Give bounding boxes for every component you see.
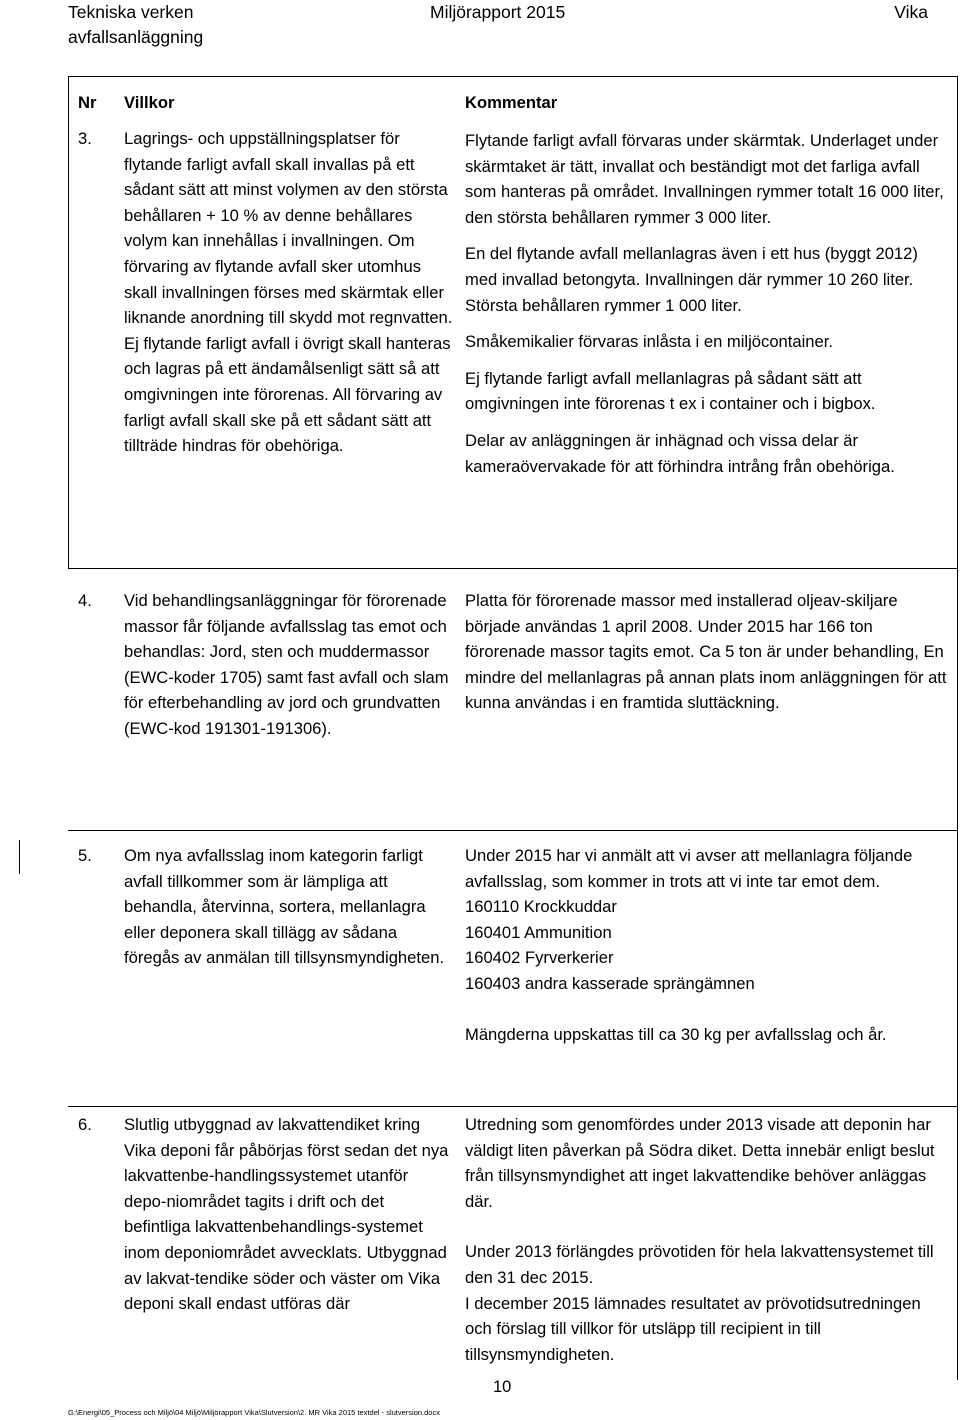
column-header-nr: Nr	[78, 93, 97, 112]
page-number: 10	[493, 1378, 512, 1396]
condition-text: Slutlig utbyggnad av lakvattendiket kring Vika deponi får påbörjas först sedan det nya lakvattenbe-handlingssystemet utanför depo-niområdet tagits i drift och det befintliga lakvattenbehandlings-systemet inom deponiområdet avvecklats. Utbyggnad av lakvat-tendike söder och väster om Vika deponi skall endast utföras där	[124, 1115, 449, 1314]
footer-file-path: G:\Energi\05_Process och Miljö\04 Miljö\Miljörapport Vika\Slutversion\2. MR Vika 2015 textdel - slutversion.docx	[68, 1408, 440, 1417]
table-top-border	[68, 76, 958, 77]
row-divider	[68, 830, 958, 831]
comment-paragraph: Delar av anläggningen är inhägnad och vissa delar är kameraövervakade för att förhindra intrång från obehöriga.	[465, 430, 895, 476]
row-number: 4.	[78, 591, 92, 610]
table-right-border	[957, 76, 958, 1380]
comment-block	[465, 1112, 950, 1367]
comment-paragraph: Mängderna uppskattas till ca 30 kg per avfallsslag och år.	[465, 1024, 887, 1044]
conditions-table	[68, 76, 958, 1386]
text-cursor	[19, 840, 20, 874]
row-divider	[68, 568, 958, 569]
header-site: Vika	[894, 2, 928, 22]
comment-block	[465, 588, 950, 716]
list-item: 160110 Krockkuddar	[465, 897, 617, 917]
table-left-border	[68, 76, 69, 568]
row-number: 6.	[78, 1115, 92, 1134]
comment-paragraph: Under 2013 förlängdes prövotiden för hela lakvattensystemet till den 31 dec 2015.	[465, 1242, 934, 1287]
comment-paragraph: Ej flytande farligt avfall mellanlagras på sådant sätt att omgivningen inte förorenas t ex i container och i bigbox.	[465, 368, 876, 414]
header-company: Tekniska verken avfallsanläggning	[68, 2, 204, 47]
comment-paragraph: Under 2015 har vi anmält att vi avser att mellanlagra följande avfallsslag, som kommer in trots att vi inte tar emot dem.	[465, 846, 913, 891]
column-header-villkor: Villkor	[124, 93, 175, 112]
comment-paragraph: En del flytande avfall mellanlagras även i ett hus (byggt 2012) med invallad betongyta. Invallningen där rymmer 10 260 liter. Största behållaren rymmer 1 000 liter.	[465, 244, 918, 315]
list-item: 160402 Fyrverkerier	[465, 948, 614, 968]
comment-block	[465, 843, 950, 1047]
condition-text: Om nya avfallsslag inom kategorin farligt avfall tillkommer som är lämpliga att behandla, återvinna, sortera, mellanlagra eller deponera skall tillägg av sådana föregås av anmälan till tillsynsmyndigheten.	[124, 846, 445, 968]
comment-paragraph: Platta för förorenade massor med installerad oljeav-skiljare började användas 1 april 2008. Under 2015 har 166 ton förorenade massor tagits emot. Ca 5 ton är under behandling, En mindre del mellanlagras på annan plats inom anläggningen för att kunna användas i en framtida sluttäckning.	[465, 591, 947, 713]
condition-text: Vid behandlingsanläggningar för förorenade massor får följande avfallsslag tas emot och behandlas: Jord, sten och muddermassor (EWC-koder 1705) samt fast avfall och slam för efterbehandling av jord och grundvatten (EWC-kod 191301-191306).	[124, 591, 449, 738]
list-item: 160401 Ammunition	[465, 922, 612, 942]
list-item: 160403 andra kasserade sprängämnen	[465, 973, 755, 993]
comment-paragraph: Flytande farligt avfall förvaras under skärmtak. Underlaget under skärmtaket är tätt, invallat och beständigt mot det farliga avfall som hanteras på området. Invallningen rymmer totalt 16 000 liter, den största behållaren rymmer 3 000 liter.	[465, 131, 944, 227]
row-number: 5.	[78, 846, 92, 865]
comment-paragraph: I december 2015 lämnades resultatet av prövotidsutredningen och förslag till villkor för utsläpp till recipient in till tillsynsmyndigheten.	[465, 1293, 921, 1364]
row-divider	[68, 1106, 958, 1107]
comment-block	[465, 128, 950, 479]
row-number: 3.	[78, 129, 92, 148]
comment-paragraph: Småkemikalier förvaras inlåsta i en miljöcontainer.	[465, 332, 833, 352]
column-header-kommentar: Kommentar	[465, 93, 558, 112]
comment-paragraph: Utredning som genomfördes under 2013 visade att deponin har väldigt liten påverkan på Södra diket. Detta innebär enligt beslut från tillsynsmyndighet att inget lakvattendike behöver anläggas där.	[465, 1115, 935, 1211]
header-report-title: Miljörapport 2015	[430, 2, 566, 22]
condition-text: Lagrings- och uppställningsplatser för flytande farligt avfall skall invallas på ett sådant sätt att minst volymen av den största behållaren + 10 % av denne behållares volym kan innehållas i invallningen. Om förvaring av flytande avfall sker utomhus skall invallningen förses med skärmtak eller liknande anordning till skydd mot regnvatten. Ej flytande farligt avfall i övrigt skall hanteras och lagras på ett ändamålsenligt sätt så att omgivningen inte förorenas. All förvaring av farligt avfall skall ske på ett sådant sätt att tillträde hindras för obehöriga.	[124, 129, 453, 456]
